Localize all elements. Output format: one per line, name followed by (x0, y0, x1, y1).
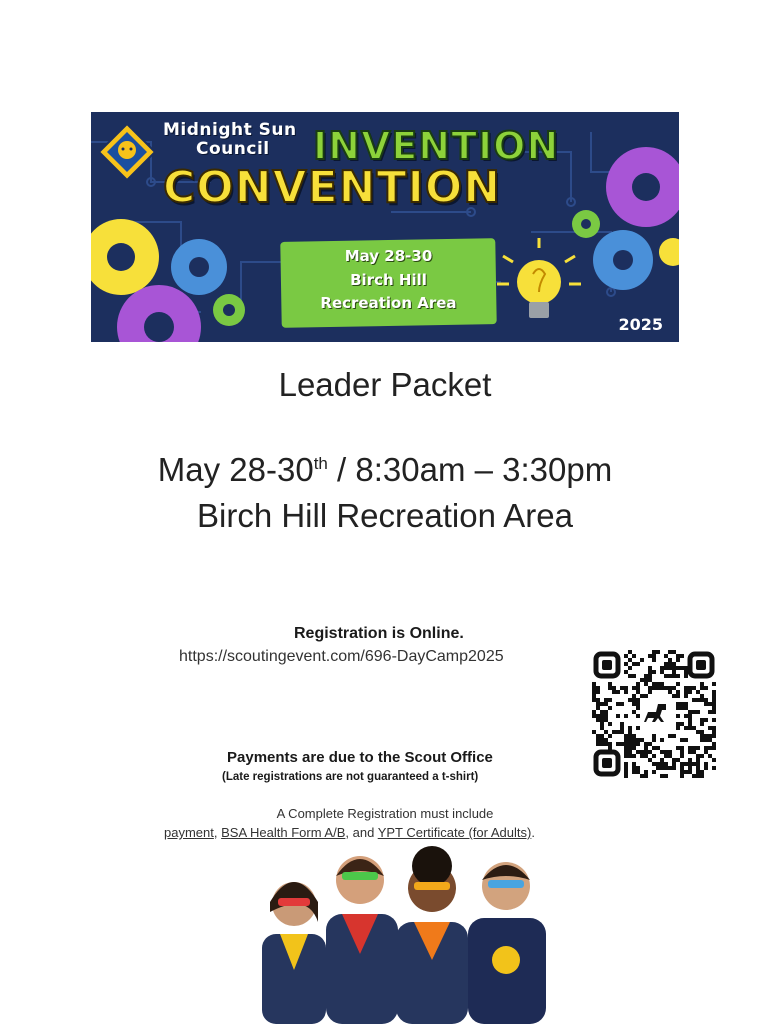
requirements-intro: A Complete Registration must include (276, 806, 494, 821)
qr-code-icon (592, 650, 716, 778)
council-name-line2: Council (196, 139, 270, 159)
council-name-line1: Midnight Sun (163, 120, 297, 140)
requirement-payment: payment (164, 825, 214, 840)
requirement-ypt: YPT Certificate (for Adults) (377, 825, 532, 840)
event-venue: Birch Hill Recreation Area (197, 497, 573, 534)
banner-year: 2025 (618, 315, 663, 334)
banner-place-line2: Recreation Area (320, 294, 457, 312)
banner-place-line1: Birch Hill (350, 271, 427, 289)
registration-title: Registration is Online. (294, 625, 464, 642)
dates-time: / 8:30am – 3:30pm (327, 451, 613, 488)
payment-title: Payments are due to the Scout Office (227, 749, 493, 766)
requirements-list (164, 825, 535, 840)
dinosaur-icon (640, 698, 670, 728)
dates-ordinal: th (313, 454, 328, 473)
event-dates (0, 451, 770, 489)
banner-title-convention: CONVENTION (163, 162, 502, 213)
page-title: Leader Packet (278, 366, 492, 403)
scout-figure (396, 846, 468, 1024)
scout-figure (262, 882, 326, 1024)
requirements-end: . (531, 825, 535, 840)
requirements-separator-2: , and (345, 825, 378, 840)
dates-main: May 28-30 (157, 451, 314, 488)
registration-url[interactable]: https://scoutingevent.com/696-DayCamp2025 (179, 648, 504, 665)
payment-note: (Late registrations are not guaranteed a t-shirt) (222, 771, 479, 783)
requirements-separator-1: , (213, 825, 222, 840)
banner-date: May 28-30 (344, 247, 433, 265)
requirement-health-form: BSA Health Form A/B (221, 825, 346, 840)
cub-scouts-photo (256, 842, 550, 1024)
scout-figure (468, 862, 546, 1024)
event-banner (91, 112, 679, 342)
scout-figure (326, 856, 398, 1024)
banner-title-invention: INVENTION (313, 124, 560, 168)
cub-scout-badge-icon (97, 122, 157, 182)
